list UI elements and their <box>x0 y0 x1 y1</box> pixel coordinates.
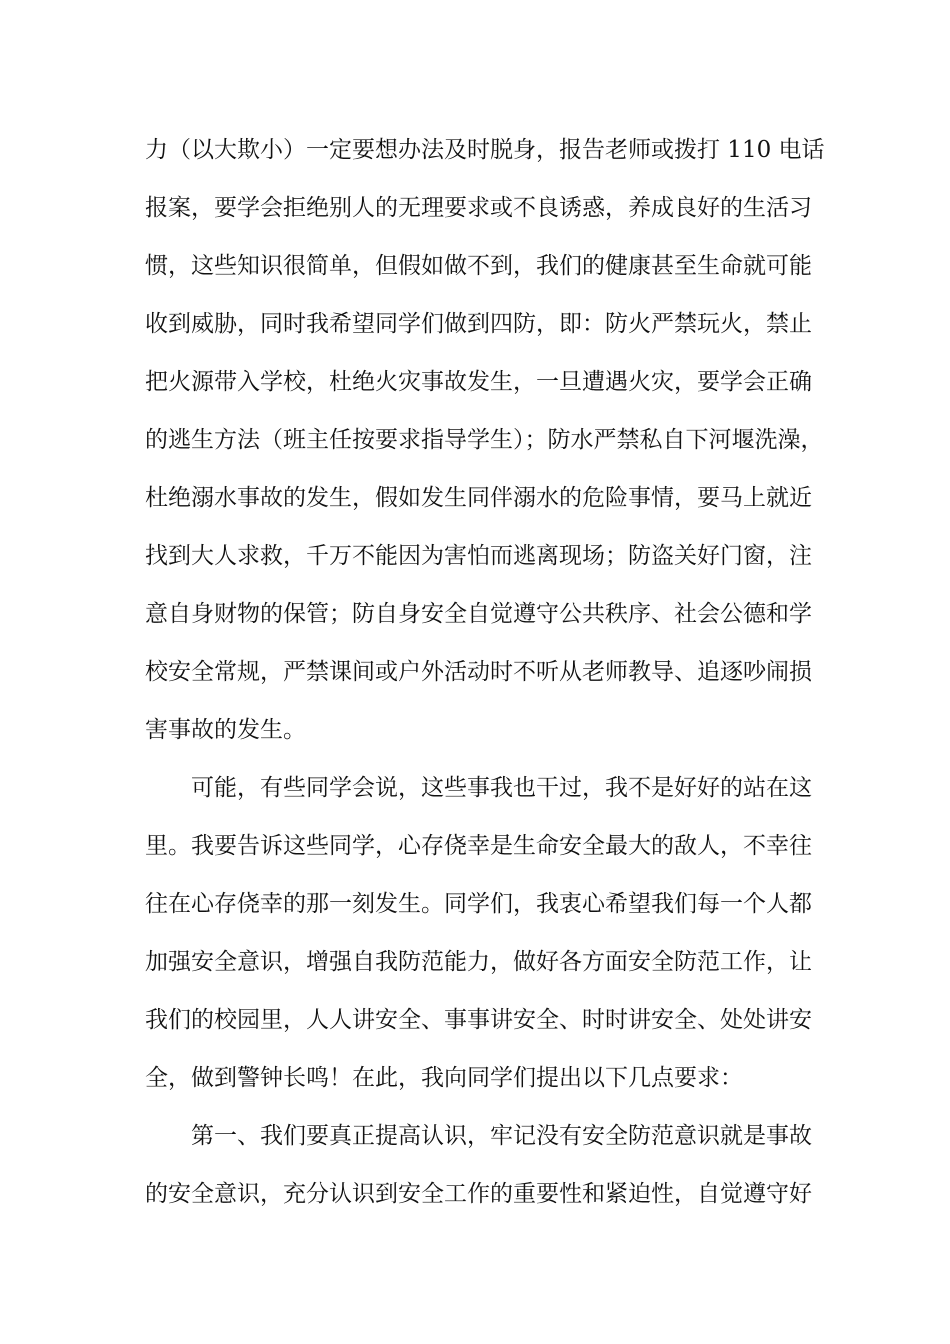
text-line-2: 报案，要学会拒绝别人的无理要求或不良诱惑，养成良好的生活习 <box>145 195 812 221</box>
text-line-16: 我们的校园里，人人讲安全、事事讲安全、时时讲安全、处处讲安 <box>145 1007 812 1033</box>
text-line-6: 的逃生方法（班主任按要求指导学生）；防水严禁私自下河堰洗澡， <box>145 427 824 453</box>
text-line-4: 收到威胁，同时我希望同学们做到四防，即：防火严禁玩火，禁止 <box>145 311 812 337</box>
text-line-15: 加强安全意识，增强自我防范能力，做好各方面安全防范工作，让 <box>145 949 812 975</box>
text-line-3: 惯，这些知识很简单，但假如做不到，我们的健康甚至生命就可能 <box>145 253 812 279</box>
text-line-5: 把火源带入学校，杜绝火灾事故发生，一旦遭遇火灾，要学会正确 <box>145 369 812 395</box>
text-line-8: 找到大人求救，千万不能因为害怕而逃离现场；防盗关好门窗，注 <box>145 543 812 569</box>
text-line-7: 杜绝溺水事故的发生，假如发生同伴溺水的危险事情，要马上就近 <box>145 485 812 511</box>
text-line-9: 意自身财物的保管；防自身安全自觉遵守公共秩序、社会公德和学 <box>145 601 812 627</box>
text-line-19: 的安全意识，充分认识到安全工作的重要性和紧迫性，自觉遵守好 <box>145 1181 812 1207</box>
text-line-17: 全，做到警钟长鸣！在此，我向同学们提出以下几点要求： <box>145 1065 743 1091</box>
text-line-18: 第一、我们要真正提高认识，牢记没有安全防范意识就是事故 <box>191 1123 812 1149</box>
text-line-12: 可能，有些同学会说，这些事我也干过，我不是好好的站在这 <box>191 775 812 801</box>
text-line-1: 力（以大欺小）一定要想办法及时脱身，报告老师或拨打 110 电话 <box>145 137 825 163</box>
text-line-11: 害事故的发生。 <box>145 717 306 743</box>
text-line-10: 校安全常规，严禁课间或户外活动时不听从老师教导、追逐吵闹损 <box>145 659 812 685</box>
text-line-13: 里。我要告诉这些同学，心存侥幸是生命安全最大的敌人，不幸往 <box>145 833 812 859</box>
text-line-14: 往在心存侥幸的那一刻发生。同学们，我衷心希望我们每一个人都 <box>145 891 812 917</box>
